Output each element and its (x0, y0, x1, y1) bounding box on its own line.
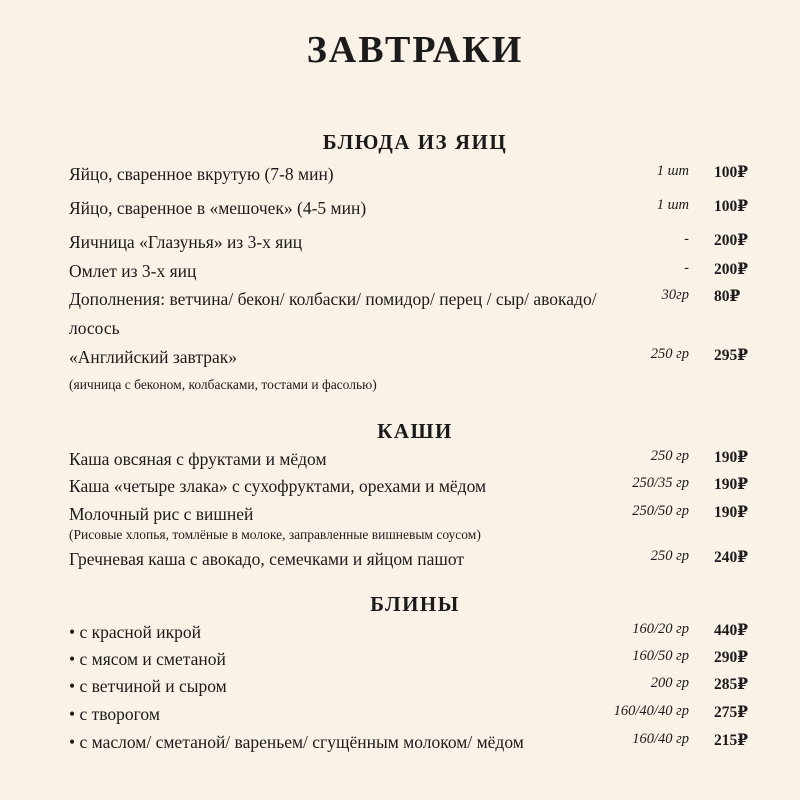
menu-item (69, 446, 759, 473)
item-quantity: 160/40 гр (632, 731, 689, 747)
menu-item (69, 258, 759, 285)
item-price: 275₽ (714, 704, 749, 721)
item-price: 190₽ (714, 449, 749, 466)
item-quantity: - (684, 260, 689, 276)
item-name: • с ветчиной и сыром (69, 676, 227, 696)
item-quantity: 200 гр (650, 675, 689, 691)
item-price: 440₽ (714, 622, 749, 639)
item-price: 190₽ (714, 504, 749, 521)
item-description: (Рисовые хлопья, томлёные в молоке, заправленные вишневым соусом) (69, 527, 481, 542)
item-price: 285₽ (714, 676, 749, 693)
item-price: 240₽ (714, 549, 749, 566)
menu-item (69, 229, 759, 256)
menu-item (69, 701, 759, 728)
item-name: • с маслом/ сметаной/ вареньем/ сгущённым молоком/ мёдом (69, 732, 524, 752)
item-quantity: 250 гр (650, 448, 689, 464)
section-title-pancakes: БЛИНЫ (370, 592, 460, 616)
item-name: Омлет из 3-х яиц (69, 261, 197, 281)
item-name: Каша овсяная с фруктами и мёдом (69, 449, 327, 469)
item-description: (яичница с беконом, колбасками, тостами и фасолью) (69, 377, 377, 392)
menu-item (69, 195, 759, 222)
menu-item (69, 501, 759, 544)
menu-item (69, 546, 759, 573)
item-price: 200₽ (714, 232, 749, 249)
item-quantity: 30гр (661, 287, 689, 303)
menu-item (69, 161, 759, 188)
menu-item (69, 619, 759, 646)
item-price: 190₽ (714, 476, 749, 493)
item-price: 80₽ (714, 288, 741, 305)
section-title-porridges: КАШИ (377, 419, 453, 443)
item-price: 200₽ (714, 261, 749, 278)
item-name: Яйцо, сваренное в «мешочек» (4-5 мин) (69, 198, 367, 218)
item-name: Дополнения: ветчина/ бекон/ колбаски/ помидор/ перец / сыр/ авокадо/ лосось (69, 289, 597, 338)
item-price: 295₽ (714, 347, 749, 364)
menu-item (69, 473, 759, 500)
item-quantity: 160/20 гр (632, 621, 689, 637)
item-quantity: 250 гр (650, 548, 689, 564)
menu-item (69, 729, 759, 756)
item-name: Каша «четыре злака» с сухофруктами, орехами и мёдом (69, 476, 487, 496)
item-name: • с творогом (69, 704, 160, 724)
item-price: 215₽ (714, 732, 749, 749)
menu-item (69, 673, 759, 700)
item-name: • с мясом и сметаной (69, 649, 226, 669)
menu-item (69, 344, 759, 394)
item-name: Молочный рис с вишней (69, 504, 254, 524)
item-name: Яйцо, сваренное вкрутую (7-8 мин) (69, 164, 334, 184)
menu-item (69, 646, 759, 673)
item-quantity: 1 шт (656, 163, 689, 179)
item-quantity: - (684, 231, 689, 247)
item-name: • с красной икрой (69, 622, 202, 642)
item-price: 290₽ (714, 649, 749, 666)
menu-item (69, 285, 759, 343)
section-title-eggs: БЛЮДА ИЗ ЯИЦ (322, 130, 508, 154)
item-quantity: 250/50 гр (632, 503, 689, 519)
item-quantity: 250 гр (650, 346, 689, 362)
page-title: ЗАВТРАКИ (306, 29, 524, 71)
item-quantity: 1 шт (656, 197, 689, 213)
item-name: «Английский завтрак» (69, 347, 238, 367)
item-price: 100₽ (714, 164, 749, 181)
item-quantity: 160/50 гр (632, 648, 689, 664)
item-quantity: 250/35 гр (632, 475, 689, 491)
item-price: 100₽ (714, 198, 749, 215)
item-name: Яичница «Глазунья» из 3-х яиц (69, 232, 303, 252)
item-quantity: 160/40/40 гр (613, 703, 689, 719)
item-name: Гречневая каша с авокадо, семечками и яйцом пашот (69, 549, 465, 569)
